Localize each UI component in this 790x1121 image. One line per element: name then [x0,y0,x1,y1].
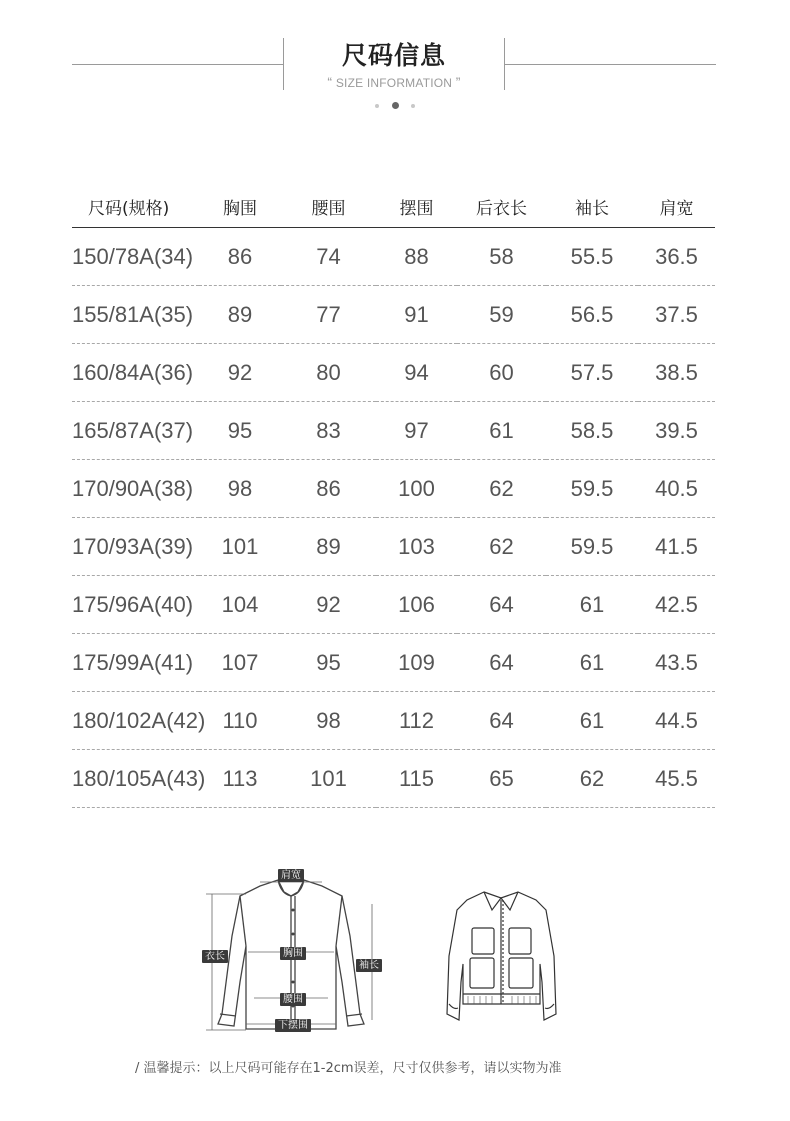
table-cell-value: 103 [376,518,457,576]
table-cell-value: 109 [376,634,457,692]
table-row [72,228,715,286]
indicator-dot-left [375,104,379,108]
column-header-hem: 摆围 [376,185,457,228]
size-table [72,185,715,808]
table-cell-value: 64 [457,692,546,750]
column-header-sleeve: 袖长 [546,185,638,228]
table-cell-size: 180/102A(42) [72,692,199,750]
table-cell-value: 62 [546,750,638,808]
table-cell-value: 37.5 [638,286,715,344]
table-cell-value: 65 [457,750,546,808]
table-cell-value: 59.5 [546,518,638,576]
table-cell-value: 60 [457,344,546,402]
table-cell-value: 88 [376,228,457,286]
table-row [72,344,715,402]
column-header-back-length: 后衣长 [457,185,546,228]
table-cell-value: 89 [199,286,281,344]
header-rule-left [72,64,283,65]
table-cell-size: 160/84A(36) [72,344,199,402]
close-quote: ” [455,74,461,90]
table-row [72,576,715,634]
page-subtitle [283,74,505,90]
table-cell-value: 55.5 [546,228,638,286]
label-shoulder: 肩宽 [278,869,304,882]
table-cell-value: 98 [199,460,281,518]
table-cell-value: 100 [376,460,457,518]
table-cell-value: 62 [457,460,546,518]
table-cell-value: 64 [457,576,546,634]
indicator-dot-active [392,102,399,109]
table-body [72,228,715,808]
table-cell-value: 107 [199,634,281,692]
table-cell-value: 112 [376,692,457,750]
table-cell-value: 115 [376,750,457,808]
table-cell-value: 43.5 [638,634,715,692]
table-row [72,402,715,460]
table-cell-value: 94 [376,344,457,402]
table-header-row [72,185,715,228]
table-cell-value: 113 [199,750,281,808]
table-cell-size: 180/105A(43) [72,750,199,808]
table-cell-value: 57.5 [546,344,638,402]
table-cell-value: 39.5 [638,402,715,460]
table-cell-value: 106 [376,576,457,634]
table-cell-value: 74 [281,228,376,286]
table-cell-size: 150/78A(34) [72,228,199,286]
table-cell-value: 59 [457,286,546,344]
table-cell-value: 91 [376,286,457,344]
table-cell-value: 44.5 [638,692,715,750]
column-header-size: 尺码(规格) [72,185,199,228]
table-cell-value: 61 [457,402,546,460]
table-row [72,460,715,518]
table-cell-value: 36.5 [638,228,715,286]
table-cell-size: 175/96A(40) [72,576,199,634]
table-cell-value: 83 [281,402,376,460]
table-cell-value: 98 [281,692,376,750]
tip-note: / 温馨提示：以上尺码可能存在1-2cm误差，尺寸仅供参考，请以实物为准 [135,1061,562,1076]
jacket-illustration [444,886,559,1026]
table-cell-value: 77 [281,286,376,344]
header-rule-right [505,64,716,65]
table-cell-value: 104 [199,576,281,634]
table-cell-value: 40.5 [638,460,715,518]
table-cell-size: 170/93A(39) [72,518,199,576]
table-cell-value: 58.5 [546,402,638,460]
table-cell-value: 95 [199,402,281,460]
table-row [72,634,715,692]
table-cell-value: 101 [281,750,376,808]
table-cell-value: 64 [457,634,546,692]
column-header-shoulder: 肩宽 [638,185,715,228]
label-sleeve: 袖长 [356,959,382,972]
column-header-chest: 胸围 [199,185,281,228]
table-cell-size: 155/81A(35) [72,286,199,344]
table-cell-value: 89 [281,518,376,576]
table-cell-value: 41.5 [638,518,715,576]
table-cell-value: 61 [546,576,638,634]
indicator-dot-right [411,104,415,108]
table-cell-value: 45.5 [638,750,715,808]
table-cell-size: 170/90A(38) [72,460,199,518]
table-cell-value: 58 [457,228,546,286]
label-length: 衣长 [202,950,228,963]
table-cell-value: 86 [199,228,281,286]
table-cell-value: 92 [281,576,376,634]
table-cell-value: 59.5 [546,460,638,518]
subtitle-text: SIZE INFORMATION [335,76,453,90]
table-cell-value: 61 [546,692,638,750]
table-cell-value: 61 [546,634,638,692]
label-hem: 下摆围 [275,1019,311,1032]
table-row [72,518,715,576]
page-title: 尺码信息 [341,41,446,70]
table-cell-value: 110 [199,692,281,750]
label-waist: 腰围 [280,993,306,1006]
table-row [72,286,715,344]
table-cell-value: 101 [199,518,281,576]
table-cell-size: 175/99A(41) [72,634,199,692]
table-cell-value: 80 [281,344,376,402]
table-cell-value: 62 [457,518,546,576]
table-cell-value: 38.5 [638,344,715,402]
table-row [72,750,715,808]
table-cell-value: 92 [199,344,281,402]
table-cell-value: 97 [376,402,457,460]
table-cell-value: 56.5 [546,286,638,344]
column-header-waist: 腰围 [281,185,376,228]
table-cell-size: 165/87A(37) [72,402,199,460]
open-quote: “ [327,74,333,90]
table-cell-value: 42.5 [638,576,715,634]
label-chest: 胸围 [280,947,306,960]
table-row [72,692,715,750]
table-cell-value: 95 [281,634,376,692]
table-cell-value: 86 [281,460,376,518]
